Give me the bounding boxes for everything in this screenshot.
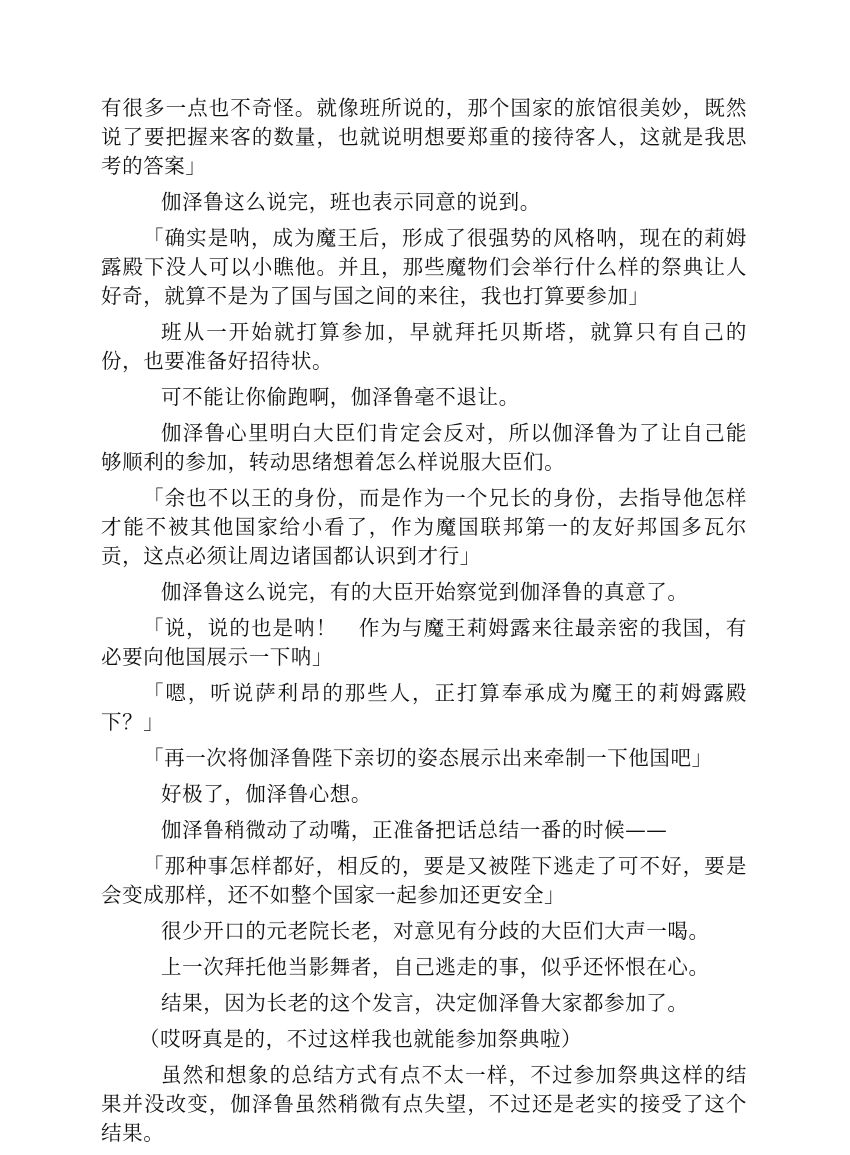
paragraph-14: 「那种事怎样都好，相反的，要是又被陛下逃走了可不好，要是会变成那样，还不如整个国家一起参加还更安全」 bbox=[101, 854, 747, 907]
paragraph-1: 有很多一点也不奇怪。就像班所说的，那个国家的旅馆很美妙，既然说了要把握来客的数量，也就说明想要郑重的接待客人，这就是我思考的答案」 bbox=[101, 96, 747, 178]
paragraph-19: 虽然和想象的总结方式有点不太一样，不过参加祭典这样的结果并没改变，伽泽鲁虽然稍微有点失望，不过还是老实的接受了这个结果。 bbox=[101, 1063, 747, 1145]
paragraph-11: 「再一次将伽泽鲁陛下亲切的姿态展示出来牵制一下他国吧」 bbox=[143, 746, 713, 770]
paragraph-10: 「嗯，听说萨利昂的那些人，正打算奉承成为魔王的莉姆露殿下？」 bbox=[101, 681, 747, 734]
paragraph-6: 伽泽鲁心里明白大臣们肯定会反对，所以伽泽鲁为了让自己能够顺利的参加，转动思绪想着怎么样说服大臣们。 bbox=[101, 421, 747, 474]
paragraph-3: 「确实是呐，成为魔王后，形成了很强势的风格呐，现在的莉姆露殿下没人可以小瞧他。并且，那些魔物们会举行什么样的祭典让人好奇，就算不是为了国与国之间的来往，我也打算要参加」 bbox=[101, 226, 747, 308]
paragraph-8: 伽泽鲁这么说完，有的大臣开始察觉到伽泽鲁的真意了。 bbox=[161, 580, 689, 604]
paragraph-13: 伽泽鲁稍微动了动嘴，正准备把话总结一番的时候—— bbox=[161, 818, 668, 842]
paragraph-2: 伽泽鲁这么说完，班也表示同意的说到。 bbox=[161, 190, 541, 214]
paragraph-9: 「说，说的也是呐！ 作为与魔王莉姆露来往最亲密的我国，有必要向他国展示一下呐」 bbox=[101, 616, 747, 669]
paragraph-18: （哎呀真是的，不过这样我也就能参加祭典啦） bbox=[139, 1027, 583, 1051]
body-text bbox=[101, 94, 747, 1155]
paragraph-5: 可不能让你偷跑啊，伽泽鲁毫不退让。 bbox=[161, 385, 520, 409]
paragraph-16: 上一次拜托他当影舞者，自己逃走的事，似乎还怀恨在心。 bbox=[161, 955, 710, 979]
paragraph-12: 好极了，伽泽鲁心想。 bbox=[161, 782, 372, 806]
paragraph-15: 很少开口的元老院长老，对意见有分歧的大臣们大声一喝。 bbox=[161, 919, 710, 943]
paragraph-7: 「余也不以王的身份，而是作为一个兄长的身份，去指导他怎样才能不被其他国家给小看了，作为魔国联邦第一的友好邦国多瓦尔贡，这点必须让周边诸国都认识到才行」 bbox=[101, 486, 747, 568]
paragraph-17: 结果，因为长老的这个发言，决定伽泽鲁大家都参加了。 bbox=[161, 991, 689, 1015]
paragraph-4: 班从一开始就打算参加，早就拜托贝斯塔，就算只有自己的份，也要准备好招待状。 bbox=[101, 320, 747, 373]
